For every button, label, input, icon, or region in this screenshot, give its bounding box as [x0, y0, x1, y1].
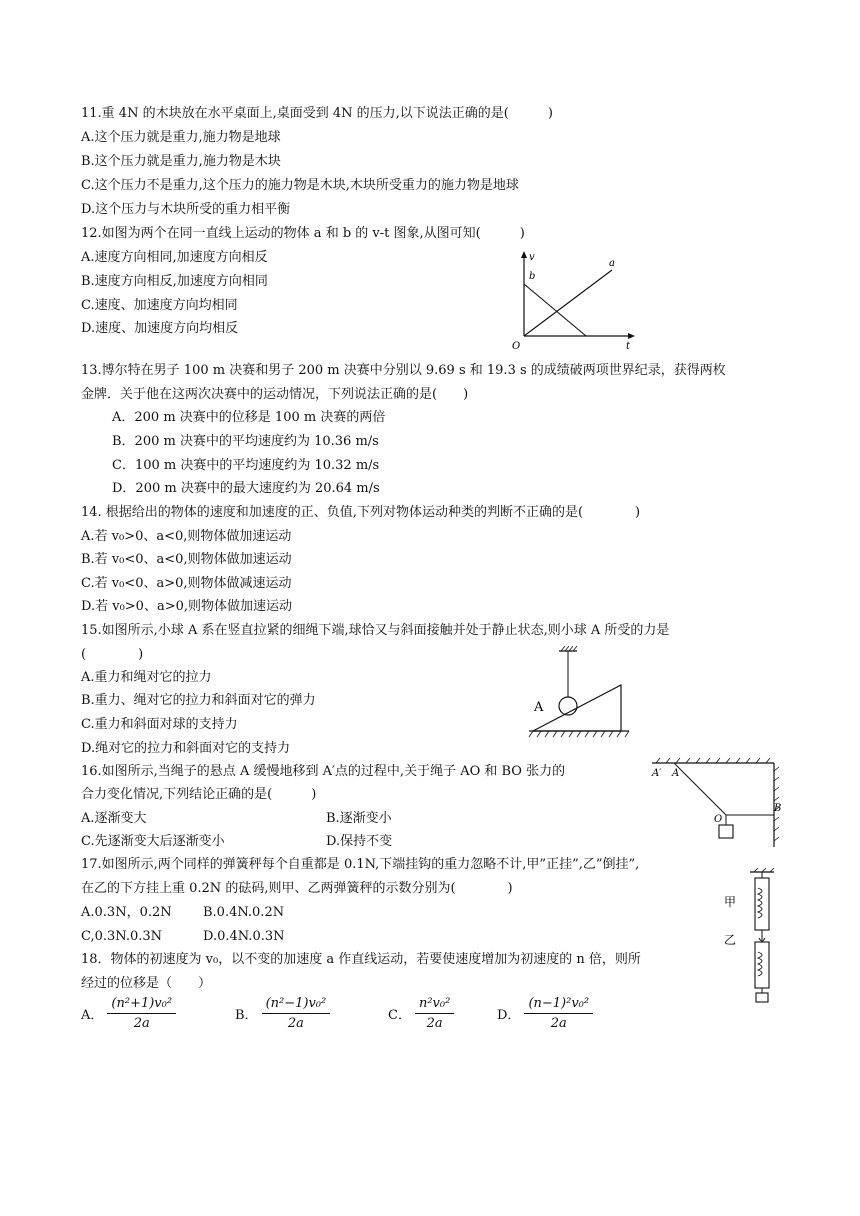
line-a — [524, 270, 612, 336]
q18-option-a-denominator: 2a — [133, 1016, 150, 1031]
q13-stem-line1: 13.博尔特在男子 100 m 决赛和男子 200 m 决赛中分别以 9.69 s 和 19.3 s 的成绩破两项世界纪录，获得两枚 — [81, 363, 726, 378]
v-label: v — [529, 252, 535, 263]
q12-stem: 12.如图为两个在同一直线上运动的物体 a 和 b 的 v-t 图象,从图可知( ) — [81, 226, 525, 241]
b-label: b — [529, 271, 536, 282]
v-axis-arrow — [521, 251, 527, 258]
rope-tension-figure — [648, 755, 784, 851]
q18-option-c-numerator: n²v₀² — [415, 996, 454, 1014]
q15-option-a: A.重力和绳对它的拉力 — [81, 670, 212, 685]
q18-option-b-numerator: (n²−1)v₀² — [262, 996, 331, 1014]
q18-stem-line2: 经过的位移是（ ） — [81, 976, 212, 991]
q16-option-b: B.逐渐变小 — [326, 811, 392, 826]
q13-option-b: B．200 m 决赛中的平均速度约为 10.36 m/s — [112, 434, 379, 449]
q12-option-d: D.速度、加速度方向均相反 — [81, 321, 239, 336]
q13-option-a: A．200 m 决赛中的位移是 100 m 决赛的两倍 — [112, 410, 386, 425]
q16-option-d: D.保持不变 — [326, 834, 393, 849]
q18-option-a-numerator: (n²+1)v₀² — [107, 996, 176, 1014]
q13-stem-line2: 金牌．关于他在这两次决赛中的运动情况，下列说法正确的是( ) — [81, 387, 469, 402]
q14-option-d: D.若 v₀>0、a>0,则物体做加速运动 — [81, 599, 292, 614]
q18-option-d — [497, 996, 593, 1031]
q18-option-b-fraction — [262, 996, 331, 1031]
ball-label: A — [534, 700, 544, 715]
q11-option-a: A.这个压力就是重力,施力物是地球 — [81, 130, 281, 145]
q18-option-a-fraction — [107, 996, 176, 1031]
q16-option-a: A.逐渐变大 — [81, 811, 147, 826]
q11-option-d: D.这个压力与木块所受的重力相平衡 — [81, 202, 291, 217]
q18-option-c-denominator: 2a — [426, 1016, 443, 1031]
q17-stem-line1: 17.如图所示,两个同样的弹簧秤每个自重都是 0.1N,下端挂钩的重力忽略不计,甲”正挂”,乙”倒挂”, — [81, 857, 640, 872]
q17-option-b: B.0.4N.0.2N — [203, 905, 285, 920]
q16-stem-line2: 合力变化情况,下列结论正确的是( ) — [81, 787, 317, 802]
scale-yi-body — [755, 942, 769, 988]
q18-option-b-label: B． — [235, 1008, 258, 1023]
ball-incline-figure — [525, 645, 635, 741]
ground-hatch — [529, 731, 629, 737]
q16-stem-line1: 16.如图所示,当绳子的悬点 A 缓慢地移到 A′点的过程中,关于绳子 AO 和 BO 张力的 — [81, 764, 566, 779]
t-label: t — [626, 341, 631, 352]
q13-option-c: C．100 m 决赛中的平均速度约为 10.32 m/s — [112, 458, 380, 473]
spring-scales-figure — [720, 868, 784, 1004]
q18-option-d-numerator: (n−1)²v₀² — [524, 996, 593, 1014]
yi-label: 乙 — [724, 933, 737, 947]
q18-option-b-denominator: 2a — [287, 1016, 304, 1031]
q17-option-d: D.0.4N.0.3N — [203, 929, 285, 944]
ceiling-hatch — [656, 758, 770, 763]
a-prime-label: A′ — [652, 768, 662, 779]
t-axis-arrow — [628, 333, 635, 339]
incline — [533, 685, 621, 731]
q14-option-b: B.若 v₀<0、a<0,则物体做加速运动 — [81, 552, 292, 567]
q11-option-c: C.这个压力不是重力,这个压力的施力物是木块,木块所受重力的施力物是地球 — [81, 178, 519, 193]
origin-label: O — [512, 341, 521, 352]
jia-label: 甲 — [724, 895, 737, 909]
q11-stem: 11.重 4N 的木块放在水平桌面上,桌面受到 4N 的压力,以下说法正确的是( ) — [81, 106, 553, 121]
q16-option-c: C.先逐渐变大后逐渐变小 — [81, 834, 225, 849]
b-label: B — [774, 803, 782, 814]
q14-option-c: C.若 v₀<0、a>0,则物体做减速运动 — [81, 576, 292, 591]
line-b — [524, 284, 586, 336]
vt-graph-figure — [508, 248, 638, 352]
q17-option-a: A.0.3N，0.2N — [81, 905, 172, 920]
q15-option-c: C.重力和斜面对球的支持力 — [81, 717, 238, 732]
a-label: A — [672, 768, 680, 779]
q14-option-a: A.若 v₀>0、a<0,则物体做加速运动 — [81, 529, 292, 544]
q15-option-d: D.绳对它的拉力和斜面对它的支持力 — [81, 741, 291, 756]
q18-option-b — [235, 996, 330, 1031]
weight-block — [756, 993, 768, 1002]
q13-option-d: D．200 m 决赛中的最大速度约为 20.64 m/s — [112, 481, 380, 496]
q18-option-d-denominator: 2a — [550, 1016, 567, 1031]
q18-option-d-label: D． — [497, 1008, 521, 1023]
q15-option-b: B.重力、绳对它的拉力和斜面对它的弹力 — [81, 693, 316, 708]
q11-option-b: B.这个压力就是重力,施力物是木块 — [81, 154, 281, 169]
q12-option-c: C.速度、加速度方向均相同 — [81, 298, 238, 313]
q17-option-c: C,0.3N.0.3N — [81, 929, 163, 944]
rope-ao — [674, 763, 726, 815]
q14-stem: 14. 根据给出的物体的速度和加速度的正、负值,下列对物体运动种类的判断不正确的是( ) — [81, 505, 641, 520]
q12-option-b: B.速度方向相反,加速度方向相同 — [81, 274, 268, 289]
q18-option-c — [388, 996, 454, 1031]
q18-stem-line1: 18．物体的初速度为 v₀，以不变的加速度 a 作直线运动，若要使速度增加为初速度的 n 倍，则所 — [81, 952, 641, 967]
ceiling-hatch — [561, 646, 577, 651]
a-label: a — [609, 258, 615, 269]
q17-stem-line2: 在乙的下方挂上重 0.2N 的砝码,则甲、乙两弹簧秤的示数分别为( ) — [81, 881, 513, 896]
q15-stem-line2: ( ) — [81, 647, 144, 662]
q18-option-d-fraction — [524, 996, 593, 1031]
o-label: O — [714, 814, 723, 825]
hanging-block — [719, 825, 733, 838]
q18-option-a — [81, 996, 176, 1031]
q18-option-c-fraction — [415, 996, 454, 1031]
q18-option-a-label: A． — [81, 1008, 104, 1023]
q12-option-a: A.速度方向相同,加速度方向相反 — [81, 250, 268, 265]
q18-option-c-label: C． — [388, 1008, 411, 1023]
q15-stem-line1: 15.如图所示,小球 A 系在竖直拉紧的细绳下端,球恰又与斜面接触并处于静止状态,则小球 A 所受的力是 — [81, 623, 670, 638]
